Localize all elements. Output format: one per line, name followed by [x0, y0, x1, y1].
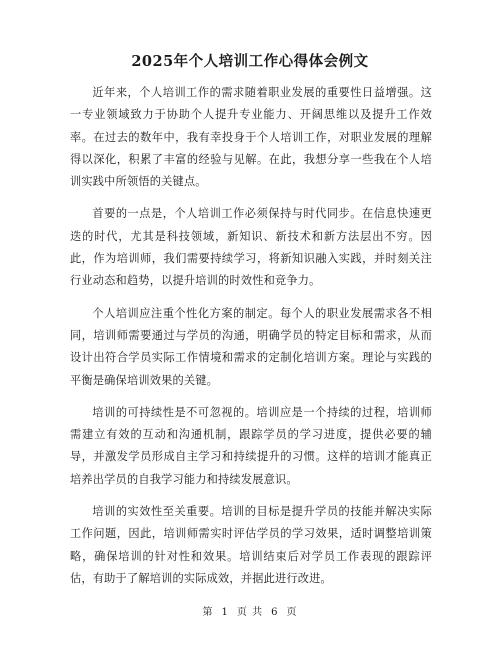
page-suffix: 页 — [286, 607, 298, 618]
document-body — [70, 82, 432, 600]
paragraph-5: 培训的实效性至关重要。培训的目标是提升学员的技能并解决实际工作问题，因此，培训师需实时评估学员的学习效果，适时调整培训策略，确保培训的针对性和效果。培训结束后对学员工作表现的跟踪评估，有助于了解培训的实际成效，并据此进行改进。 — [70, 505, 432, 585]
page-prefix: 第 — [202, 607, 214, 618]
paragraph-3: 个人培训应注重个性化方案的制定。每个人的职业发展需求各不相同，培训师需要通过与学员的沟通，明确学员的特定目标和需求，从而设计出符合学员实际工作情境和需求的定制化培训方案。理论与实践的平衡是确保培训效果的关键。 — [70, 306, 432, 387]
paragraph-2: 首要的一点是，个人培训工作必须保持与时代同步。在信息快速更迭的时代，尤其是科技领域，新知识、新技术和新方法层出不穷。因此，作为培训师，我们需要持续学习，将新知识融入实践，并时刻关注行业动态和趋势，以提升培训的时效性和竞争力。 — [70, 207, 432, 288]
page-footer — [0, 603, 500, 618]
page-current: 1 — [221, 607, 229, 618]
paragraph-1: 近年来，个人培训工作的需求随着职业发展的重要性日益增强。这一专业领域致力于协助个人提升专业能力、开阔思维以及提升工作效率。在过去的数年中，我有幸投身于个人培训工作，对职业发展的理解得以深化，积累了丰富的经验与见解。在此，我想分享一些我在个人培训实践中所领悟的关键点。 — [70, 86, 432, 189]
paragraph-4: 培训的可持续性是不可忽视的。培训应是一个持续的过程，培训师需建立有效的互动和沟通机制，跟踪学员的学习进度，提供必要的辅导，并激发学员形成自主学习和持续提升的习惯。这样的培训才能真正培养出学员的自我学习能力和持续发展意识。 — [70, 405, 432, 486]
document-title: 2025年个人培训工作心得体会例文 — [131, 53, 369, 70]
page-middle: 页 共 — [236, 607, 264, 618]
page-total: 6 — [271, 607, 279, 618]
